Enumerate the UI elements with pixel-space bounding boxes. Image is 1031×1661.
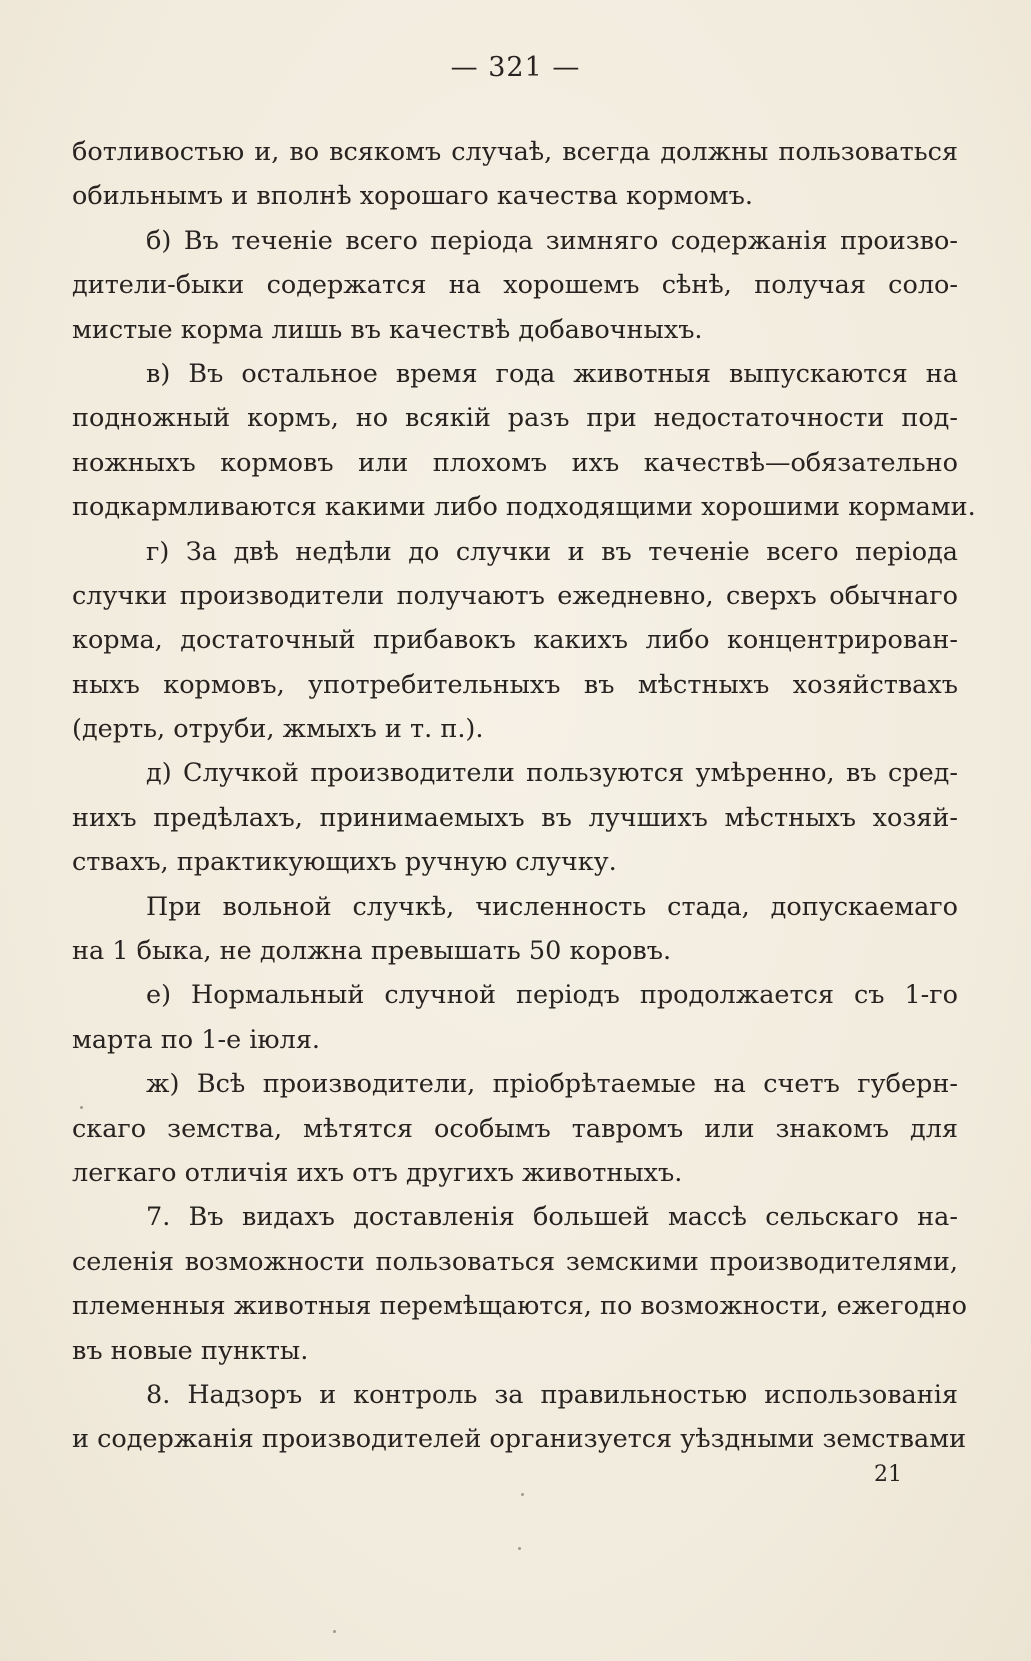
text-line: е) Нормальный случной періодъ продолжается съ 1-го (146, 980, 958, 1011)
text-line: и содержанія производителей организуется уѣздными земствами (72, 1424, 967, 1455)
page-number: — 321 — (450, 52, 581, 83)
paper-speck (521, 1493, 524, 1496)
text-line: селенія возможности пользоваться земскими производителями, (72, 1246, 958, 1277)
paper-speck (518, 1547, 521, 1550)
text-line: 7. Въ видахъ доставленія большей массѣ сельскаго на- (146, 1202, 958, 1233)
text-line: б) Въ теченіе всего періода зимняго содержанія произво- (146, 225, 958, 256)
text-line: марта по 1-е іюля. (72, 1024, 321, 1055)
text-line: подножный кормъ, но всякій разъ при недостаточности под- (72, 403, 958, 434)
paper-speck (80, 1106, 83, 1109)
text-line: подкармливаются какими либо подходящими хорошими кормами. (72, 492, 976, 523)
text-line: случки производители получаютъ ежедневно, сверхъ обычнаго (72, 580, 958, 611)
paper-speck (333, 1630, 336, 1633)
text-line: дители-быки содержатся на хорошемъ сѣнѣ, получая соло- (72, 270, 958, 301)
text-line: обильнымъ и вполнѣ хорошаго качества кормомъ. (72, 181, 753, 212)
body-text (72, 130, 976, 1462)
text-line: ныхъ кормовъ, употребительныхъ въ мѣстныхъ хозяйствахъ (72, 669, 958, 700)
text-line: ножныхъ кормовъ или плохомъ ихъ качествѣ—обязательно (72, 447, 958, 478)
text-line: на 1 быка, не должна превышать 50 коровъ. (72, 936, 672, 967)
text-line: легкаго отличія ихъ отъ другихъ животныхъ. (72, 1157, 683, 1188)
text-line: в) Въ остальное время года животныя выпускаются на (146, 358, 958, 389)
text-line: ствахъ, практикующихъ ручную случку. (72, 847, 617, 878)
text-line: корма, достаточный прибавокъ какихъ либо концентрирован- (72, 625, 958, 656)
text-line: 8. Надзоръ и контроль за правильностью использованія (146, 1379, 958, 1410)
text-line: (дерть, отруби, жмыхъ и т. п.). (72, 714, 484, 745)
text-line: въ новые пункты. (72, 1335, 309, 1366)
text-line: г) За двѣ недѣли до случки и въ теченіе всего періода (146, 536, 958, 567)
text-line: При вольной случкѣ, численность стада, допускаемаго (146, 891, 958, 922)
text-line: д) Случкой производители пользуются умѣренно, въ сред- (146, 758, 958, 789)
text-line: скаго земства, мѣтятся особымъ тавромъ или знакомъ для (72, 1113, 958, 1144)
text-line: ботливостью и, во всякомъ случаѣ, всегда должны пользоваться (72, 137, 958, 167)
text-line: нихъ предѣлахъ, принимаемыхъ въ лучшихъ мѣстныхъ хозяй- (72, 802, 958, 833)
text-line: мистые корма лишь въ качествѣ добавочныхъ. (72, 314, 703, 345)
text-line: ж) Всѣ производители, пріобрѣтаемые на счетъ губерн- (146, 1069, 958, 1100)
text-line: племенныя животныя перемѣщаются, по возможности, ежегодно (72, 1291, 968, 1322)
printer-signature-mark: 21 (874, 1462, 902, 1487)
